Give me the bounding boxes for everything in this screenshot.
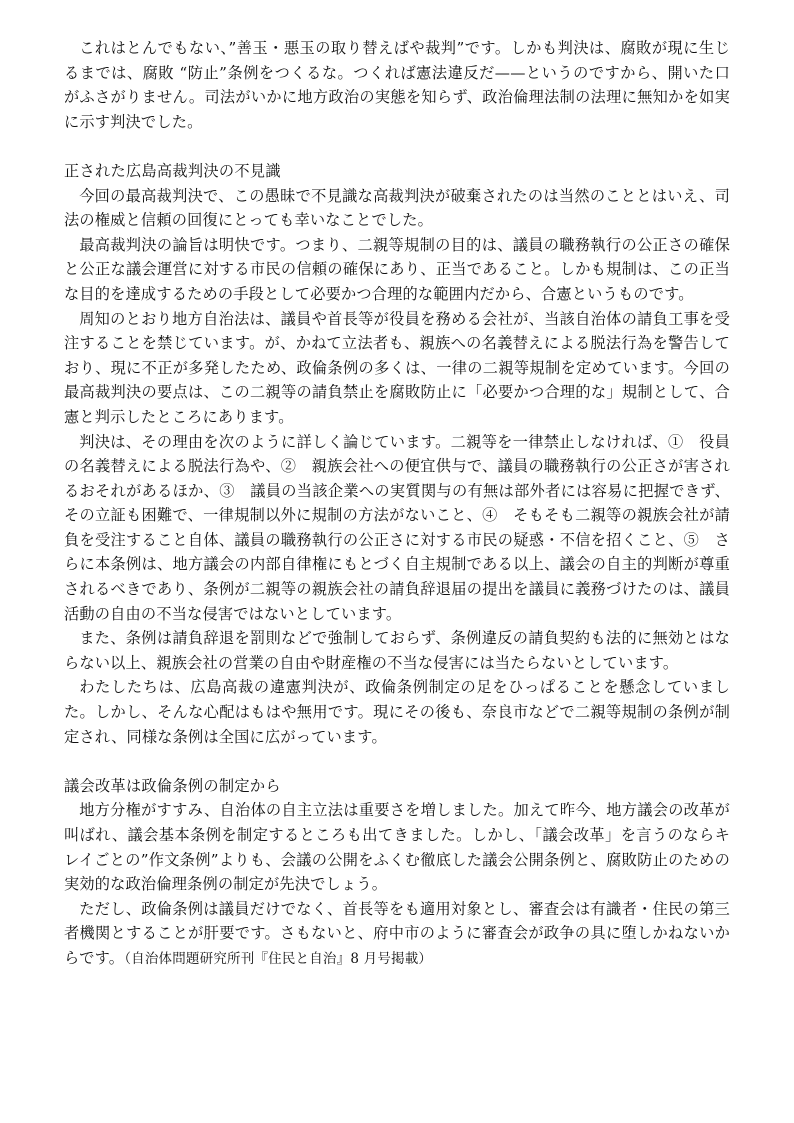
- section-spacer: [64, 134, 730, 159]
- body-text: ただし、政倫条例は議員だけでなく、首長等をも適用対象とし、審査会は有識者・住民の第三者機関とすることが肝要です。さもないと、府中市のように審査会が政争の具に堕しかねないからです。: [64, 899, 730, 967]
- body-paragraph: 判決は、その理由を次のように詳しく論じています。二親等を一律禁止しなければ、① 役員の名義替えによる脱法行為や、② 親族会社への便宜供与で、議員の職務執行の公正さが害されるおそれがあるほか、③ 議員の当該企業への実質関与の有無は部外者には容易に把握できず、その立証も困難で、一律規制以外に規制の方法がないこと、④ そもそも二親等の親族会社が請負を受注すること自体、議員の職務執行の公正さに対する市民の疑惑・不信を招くこと、⑤ さらに本条例は、地方議会の内部自律権にもとづく自主規制である以上、議会の自主的判断が尊重されるべきであり、条例が二親等の親族会社の請負辞退届の提出を議員に義務づけたのは、議員活動の自由の不当な侵害ではないとしています。: [64, 432, 730, 623]
- body-paragraph-last: [64, 897, 730, 972]
- section-spacer: [64, 749, 730, 774]
- body-paragraph: 周知のとおり地方自治法は、議員や首長等が役員を務める会社が、当該自治体の請負工事を受注することを禁じています。が、かねて立法者も、親族への名義替えによる脱法行為を警告しており、現に不正が多発したため、政倫条例の多くは、一律の二親等規制を定めています。今回の最高裁判決の要点は、この二親等の請負禁止を腐敗防止に「必要かつ合理的な」規制として、合憲と判示したところにあります。: [64, 309, 730, 426]
- body-paragraph: わたしたちは、広島高裁の違憲判決が、政倫条例制定の足をひっぱることを懸念していました。しかし、そんな心配はもはや無用です。現にその後も、奈良市などで二親等規制の条例が制定され、同様な条例は全国に広がっています。: [64, 678, 730, 746]
- section-heading-hiroshima: 正された広島高裁判決の不見識: [64, 161, 281, 180]
- document-page: [64, 36, 730, 972]
- body-paragraph: 最高裁判決の論旨は明快です。つまり、二親等規制の目的は、議員の職務執行の公正さの確保と公正な議会運営に対する市民の信頼の確保にあり、正当であること。しかも規制は、この正当な目的を達成するための手段として必要かつ合理的な範囲内だから、合憲というものです。: [64, 235, 730, 303]
- intro-paragraph: これはとんでもない、”善玉・悪玉の取り替えばや裁判”です。しかも判決は、腐敗が現に生じるまでは、腐敗 “防止”条例をつくるな。つくれば憲法違反だ——というのですから、開いた口がふさがりません。司法がいかに地方政治の実態を知らず、政治倫理法制の法理に無知かを如実に示す判決でした。: [64, 39, 730, 131]
- section-heading-reform: 議会改革は政倫条例の制定から: [64, 776, 281, 795]
- body-paragraph: 今回の最高裁判決で、この愚昧で不見識な高裁判決が破棄されたのは当然のこととはいえ、司法の権威と信頼の回復にとっても幸いなことでした。: [64, 186, 730, 230]
- body-paragraph: また、条例は請負辞退を罰則などで強制しておらず、条例違反の請負契約も法的に無効とはならない以上、親族会社の営業の自由や財産権の不当な侵害には当たらないとしています。: [64, 629, 730, 672]
- source-citation: （自治体問題研究所刊『住民と自治』8 月号掲載）: [124, 950, 433, 967]
- body-paragraph: 地方分権がすすみ、自治体の自主立法は重要さを増しました。加えて昨今、地方議会の改革が叫ばれ、議会基本条例を制定するところも出てきました。しかし、「議会改革」を言うのならキレイごとの”作文条例”よりも、会議の公開をふくむ徹底した議会公開条例と、腐敗防止のための実効的な政治倫理条例の制定が先決でしょう。: [64, 801, 730, 894]
